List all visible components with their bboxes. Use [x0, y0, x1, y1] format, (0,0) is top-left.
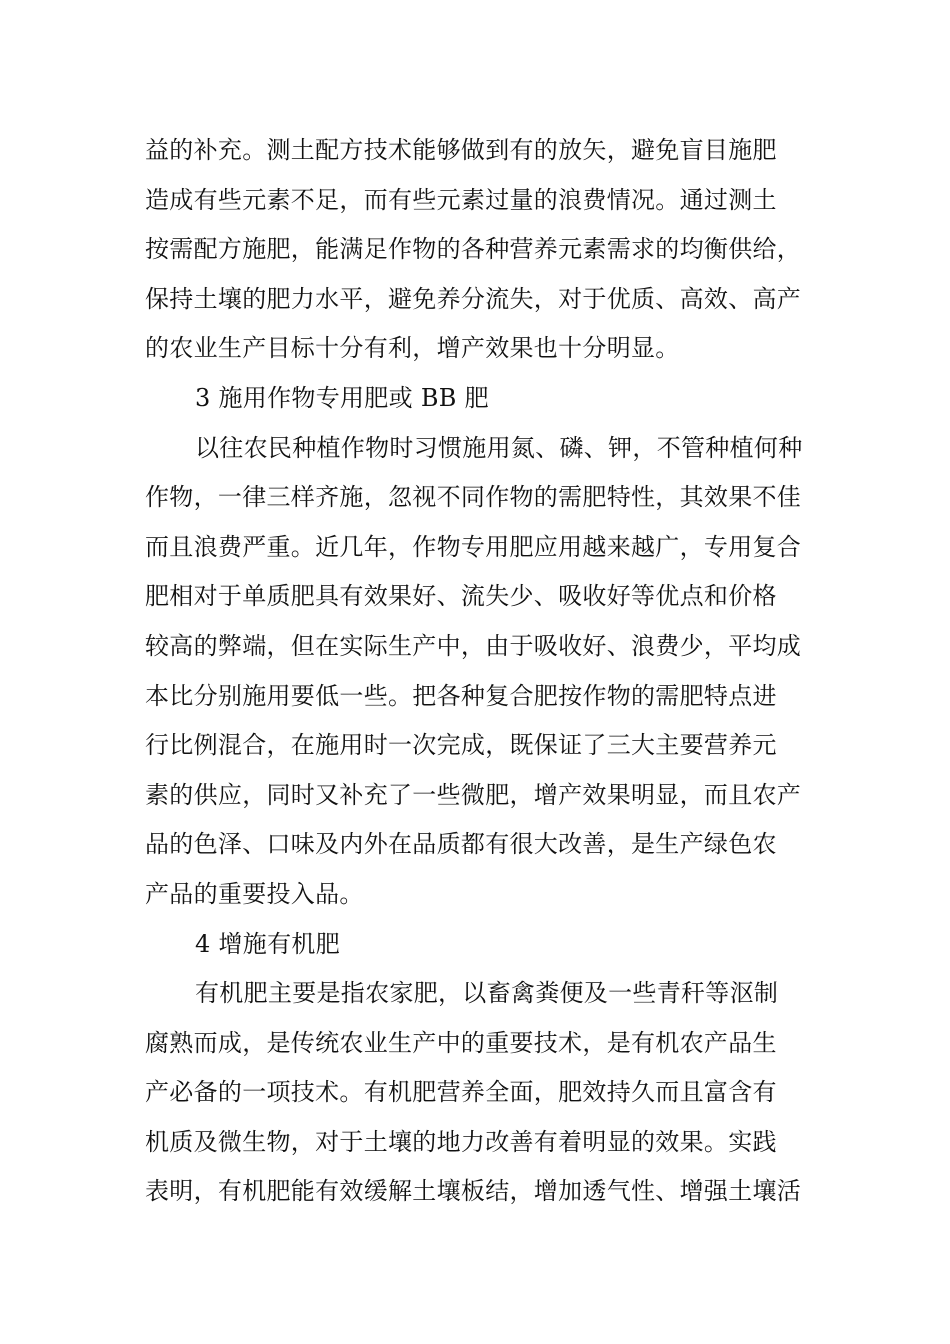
paragraph-line: 益的补充。测土配方技术能够做到有的放矢，避免盲目施肥 — [145, 136, 777, 164]
paragraph-line: 表明，有机肥能有效缓解土壤板结，增加透气性、增强土壤活 — [145, 1177, 802, 1206]
paragraph-line: 腐熟而成，是传统农业生产中的重要技术，是有机农产品生 — [145, 1028, 777, 1057]
paragraph-line: 而且浪费严重。近几年，作物专用肥应用越来越广，专用复合 — [145, 532, 802, 561]
paragraph-line: 产品的重要投入品。 — [145, 879, 364, 908]
paragraph-line: 有机肥主要是指农家肥，以畜禽粪便及一些青秆等沤制 — [195, 979, 779, 1008]
document-body — [145, 126, 810, 1217]
paragraph-line: 的农业生产目标十分有利，增产效果也十分明显。 — [145, 334, 680, 363]
paragraph-line: 品的色泽、口味及内外在品质都有很大改善，是生产绿色农 — [145, 830, 777, 859]
paragraph-line: 本比分别施用要低一些。把各种复合肥按作物的需肥特点进 — [145, 681, 777, 710]
paragraph-line: 保持土壤的肥力水平，避免养分流失，对于优质、高效、高产 — [145, 284, 802, 313]
section-heading-3: 3 施用作物专用肥或 BB 肥 — [195, 383, 489, 412]
paragraph-line: 机质及微生物，对于土壤的地力改善有着明显的效果。实践 — [145, 1127, 777, 1156]
paragraph-line: 肥相对于单质肥具有效果好、流失少、吸收好等优点和价格 — [145, 582, 777, 611]
paragraph-line: 按需配方施肥，能满足作物的各种营养元素需求的均衡供给， — [145, 235, 802, 264]
paragraph-line: 造成有些元素不足，而有些元素过量的浪费情况。通过测土 — [145, 185, 777, 214]
paragraph-line: 素的供应，同时又补充了一些微肥，增产效果明显，而且农产 — [145, 780, 802, 809]
paragraph-line: 产必备的一项技术。有机肥营养全面，肥效持久而且富含有 — [145, 1078, 777, 1107]
paragraph-line: 以往农民种植作物时习惯施用氮、磷、钾，不管种植何种 — [195, 433, 803, 462]
paragraph-line: 行比例混合，在施用时一次完成，既保证了三大主要营养元 — [145, 731, 777, 760]
paragraph-line: 作物，一律三样齐施，忽视不同作物的需肥特性，其效果不佳 — [145, 483, 802, 512]
paragraph-line: 较高的弊端，但在实际生产中，由于吸收好、浪费少，平均成 — [145, 631, 802, 660]
section-heading-4: 4 增施有机肥 — [195, 929, 340, 958]
